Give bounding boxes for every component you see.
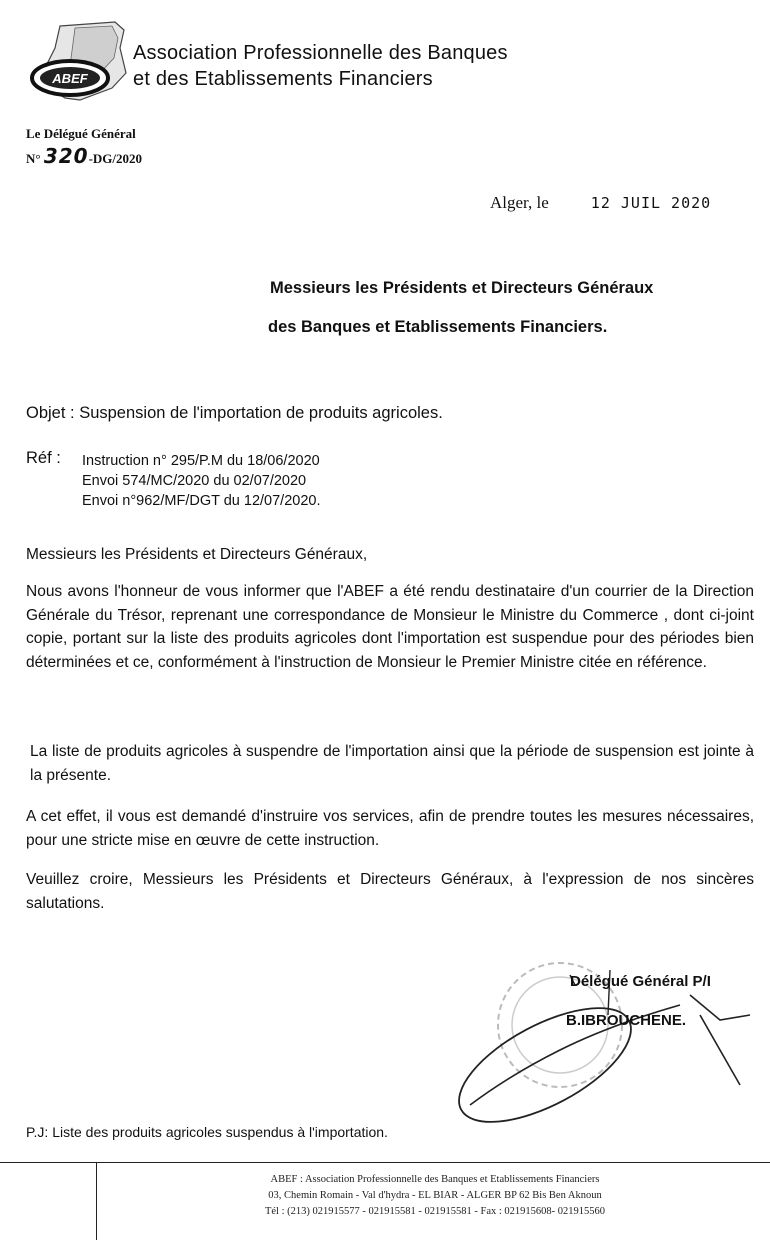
reference-number	[26, 144, 142, 168]
attachment-note: P.J: Liste des produits agricoles suspendus à l'importation.	[26, 1124, 388, 1140]
footer-line2: 03, Chemin Romain - Val d'hydra - EL BIAR - ALGER BP 62 Bis Ben Aknoun	[268, 1190, 602, 1201]
footer-line1: ABEF : Association Professionnelle des Banques et Etablissements Financiers	[270, 1174, 600, 1185]
date-stamp: 12 JUIL 2020	[590, 194, 712, 212]
org-name-line2: et des Etablissements Financiers	[133, 68, 433, 90]
reference-item: Instruction n° 295/P.M du 18/06/2020	[82, 453, 320, 469]
subject-line: Objet : Suspension de l'importation de produits agricoles.	[26, 404, 443, 422]
sender-title: Le Délégué Général	[26, 126, 136, 141]
ref-number-handwritten: 320	[43, 144, 89, 168]
references-label: Réf :	[26, 449, 61, 467]
paragraph-1: Nous avons l'honneur de vous informer que l'ABEF a été rendu destinataire d'un courrier de la Direction Générale du Trésor, reprenant une correspondance de Monsieur le Ministre du Commerce , dont ci-joint copie, portant sur la liste des produits agricoles dont l'importation est suspendue pour des périodes bien déterminées et ce, conformément à l'instruction de Monsieur le Premier Ministre citée en référence.	[26, 583, 754, 671]
logo-text: ABEF	[52, 71, 88, 86]
signatory-name: B.IBROUCHENE.	[566, 1012, 687, 1029]
references-list	[82, 451, 320, 511]
date-city: Alger, le	[490, 193, 549, 212]
signatory-title: Délégué Général P/I	[570, 973, 711, 990]
salutation: Messieurs les Présidents et Directeurs Généraux,	[26, 546, 368, 563]
paragraph-3: A cet effet, il vous est demandé d'instruire vos services, afin de prendre toutes les mesures nécessaires, pour une stricte mise en œuvre de cette instruction.	[26, 808, 754, 849]
footer-divider	[0, 1162, 770, 1163]
reference-item: Envoi n°962/MF/DGT du 12/07/2020.	[82, 493, 321, 509]
date-line	[490, 193, 711, 213]
organization-name	[133, 40, 508, 92]
recipients-line1: Messieurs les Présidents et Directeurs Généraux	[270, 279, 654, 297]
footer-address	[100, 1172, 770, 1220]
ref-prefix: N°	[26, 151, 41, 166]
ref-suffix: -DG/2020	[88, 151, 143, 166]
footer-line3: Tél : (213) 021915577 - 021915581 - 021915581 - Fax : 021915608- 021915560	[264, 1206, 606, 1217]
recipients-line2: des Banques et Etablissements Financiers.	[268, 318, 608, 336]
reference-item: Envoi 574/MC/2020 du 02/07/2020	[82, 473, 307, 489]
org-name-line1: Association Professionnelle des Banques	[133, 42, 508, 64]
footer-vertical-divider	[96, 1162, 97, 1240]
paragraph-2: La liste de produits agricoles à suspendre de l'importation ainsi que la période de suspension est jointe à la présente.	[30, 743, 754, 784]
paragraph-4: Veuillez croire, Messieurs les Présidents et Directeurs Généraux, à l'expression de nos sincères salutations.	[26, 871, 754, 912]
abef-logo	[20, 18, 130, 113]
